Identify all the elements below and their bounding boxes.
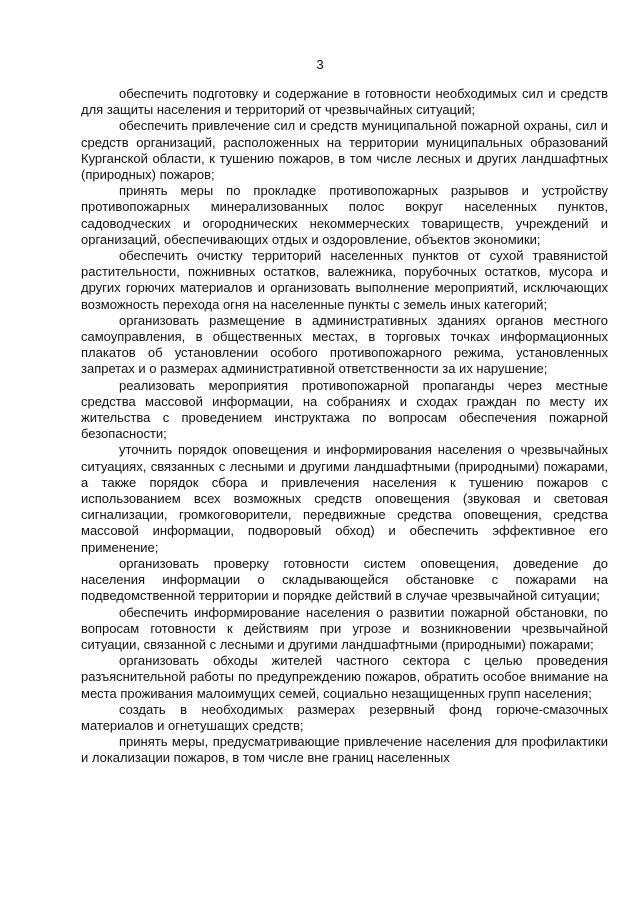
paragraph-9: обеспечить информирование населения о развитии пожарной обстановки, по вопросам готовности к действиям при угрозе и возникновении чрезвычайной ситуации, связанной с лесными и другими ландшафтными (природными) пожарами;: [81, 604, 608, 652]
paragraph-8: организовать проверку готовности систем оповещения, доведение до населения информации о складывающейся обстановке с пожарами на подведомственной территории и порядке действий в случае чрезвычайной ситуации;: [81, 555, 608, 604]
document-body: [81, 86, 608, 767]
paragraph-1: обеспечить подготовку и содержание в готовности необходимых сил и средств для защиты населения и территорий от чрезвычайных ситуаций;: [81, 86, 608, 118]
paragraph-3: принять меры по прокладке противопожарных разрывов и устройству противопожарных минерализованных полос вокруг населенных пунктов, садоводческих и огороднических некоммерческих товариществ, учреждений и организаций, обеспечивающих отдых и оздоровление, объектов экономики;: [81, 183, 608, 247]
paragraph-10: организовать обходы жителей частного сектора с целью проведения разъяснительной работы по предупреждению пожаров, обратить особое внимание на места проживания малоимущих семей, социально незащищенных групп населения;: [81, 653, 608, 701]
paragraph-11: создать в необходимых размерах резервный фонд горюче-смазочных материалов и огнетушащих средств;: [81, 701, 608, 733]
paragraph-12: принять меры, предусматривающие привлечение населения для профилактики и локализации пожаров, в том числе вне границ населенных: [81, 734, 608, 766]
page-number: 3: [316, 57, 324, 72]
paragraph-2: обеспечить привлечение сил и средств муниципальной пожарной охраны, сил и средств организаций, расположенных на территории муниципальных образований Курганской области, к тушению пожаров, в том числе лесных и других ландшафтных (природных) пожаров;: [81, 118, 608, 183]
paragraph-4: обеспечить очистку территорий населенных пунктов от сухой травянистой растительности, пожнивных остатков, валежника, порубочных остатков, мусора и других горючих материалов и организовать выполнение мероприятий, исключающих возможность перехода огня на населенные пункты с земель иных категорий;: [81, 248, 608, 312]
paragraph-7: уточнить порядок оповещения и информирования населения о чрезвычайных ситуациях, связанных с лесными и другими ландшафтными (природными) пожарами, а также порядок сбора и привлечения населения к тушению пожаров с использованием всех возможных средств оповещения (звуковая и световая сигнализации, громкоговорители, передвижные средства оповещения, средства массовой информации, подворовый обход) и обеспечить эффективное его применение;: [81, 442, 608, 555]
paragraph-6: реализовать мероприятия противопожарной пропаганды через местные средства массовой информации, на собраниях и сходах граждан по месту их жительства с проведением инструктажа по вопросам обеспечения пожарной безопасности;: [81, 377, 608, 442]
paragraph-5: организовать размещение в административных зданиях органов местного самоуправления, в общественных местах, в торговых точках информационных плакатов об установлении особого противопожарного режима, установленных запретах и о размерах административной ответственности за их нарушение;: [81, 312, 608, 377]
